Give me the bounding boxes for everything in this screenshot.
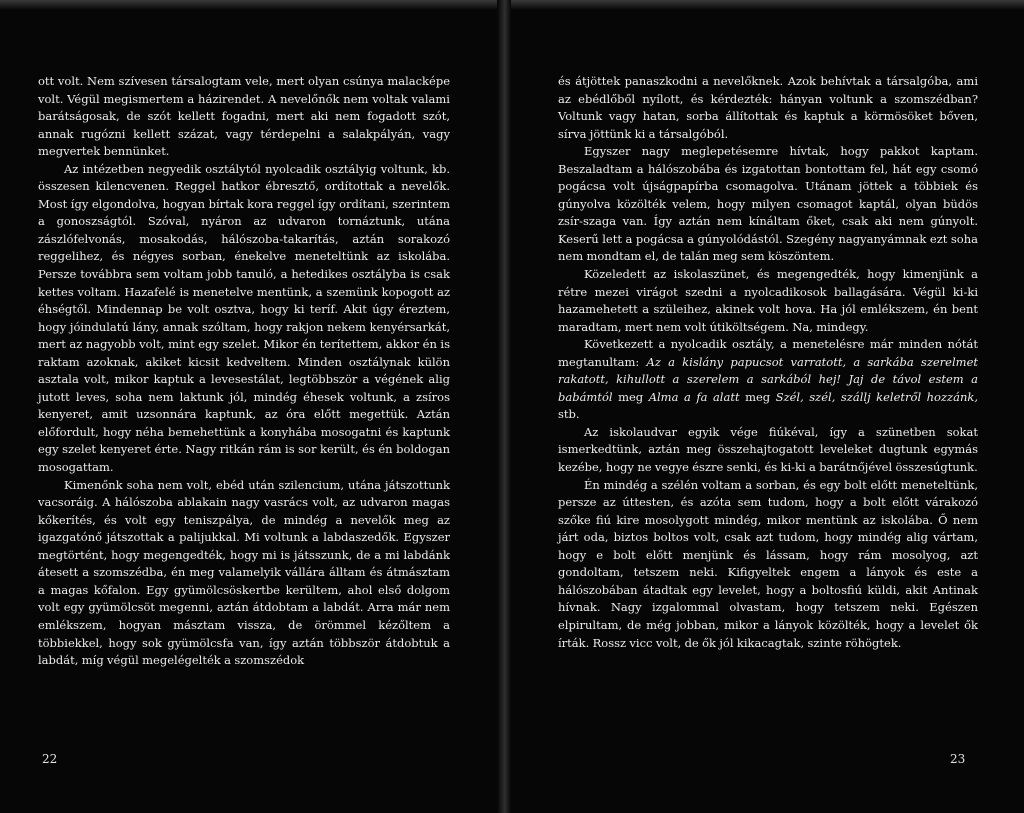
page-number: 22 <box>42 752 58 766</box>
right-page-text <box>558 73 978 652</box>
paragraph: Egyszer nagy meglepetésemre hívtak, hogy pakkot kaptam. Beszaladtam a hálószobába és izgatottan bontottam fel, hát egy csomó pogácsa volt újságpapírba csomagolva. Utánam jöttek a többiek és gúnyolva közölték velem, hogy milyen csomagot kaptál, olyan büdös zsír-szaga van. Így aztán nem kínáltam őket, csak aki nem gúnyolt. Keserű lett a pogácsa a gúnyolódástól. Szegény nagyanyámnak ezt soha nem mondtam el, de talán meg sem köszöntem. <box>558 144 978 264</box>
paragraph: Az iskolaudvar egyik vége fiúkéval, így a szünetben sokat ismerkedtünk, aztán meg összehajtogatott leveleket dugtunk egymás kezébe, hogy ne vegye észre senki, és ki-ki a barátnőjével összesúgtunk. <box>558 424 978 475</box>
etc-text: stb. <box>558 407 580 422</box>
left-page-text <box>38 73 450 670</box>
paragraph: Közeledett az iskolaszünet, és megengedték, hogy kimenjünk a rétre mezei virágot szedni a nyolcadikosok ballagására. Végül ki-ki hazamehetett a szüleihez, akinek volt hova. Ha jól emlékszem, én bent maradtam, mert nem volt útiköltségem. Na, mindegy. <box>558 267 978 334</box>
song-intro: Következett a nyolcadik osztály, a menetelésre már minden nótát megtanultam: <box>558 337 978 369</box>
conjunction: meg <box>745 389 771 404</box>
conjunction: meg <box>618 389 644 404</box>
song-title: Alma a fa alatt <box>648 389 740 404</box>
paragraph: Az intézetben negyedik osztálytól nyolcadik osztályig voltunk, kb. összesen kilencvenen. Reggel hatkor ébresztő, ordítottak a nevelők. Most így elgondolva, hogyan bírtak kora reggel így ordítani, szerintem a gonoszságtól. Szóval, nyáron az udvaron tornáztunk, utána zászlófelvonás, mosakodás, hálószoba-takarítás, aztán sorakozó reggelihez, és négyes sorban, énekelve meneteltünk az iskolába. Persze továbbra sem voltam jobb tanuló, a hetedikes osztályba is csak kettes voltam. Hazafelé is menetelve mentünk, a szemünk kopogott az éhségtől. Mindennap be volt osztva, hogy ki teríf. Akit úgy éreztem, hogy jóindulatú lány, annak szóltam, hogy rakjon nekem kenyérsarkát, mert az nagyobb volt, mint egy szelet. Mikor én terítettem, akkor én is raktam azoknak, akiket kicsit kedveltem. Minden osztálynak külön asztala volt, mikor kaptuk a levesestálat, legtöbbször a végének alig jutott leves, soha nem laktunk jól, mindég éhesek voltunk, a zsíros kenyeret, amit uzsonnára kaptunk, az óra előtt megettük. Aztán előfordult, hogy néha bemehettünk a konyhába mosogatni és kaptunk egy szelet kenyeret érte. Nagy ritkán rám is sor került, és én boldogan mosogattam. <box>38 161 450 475</box>
song-title: Szél, szél, szállj keletről hozzánk, <box>775 389 978 404</box>
left-page <box>0 0 500 813</box>
right-page <box>510 0 1024 813</box>
paragraph: Én mindég a szélén voltam a sorban, és egy bolt előtt meneteltünk, persze az úttesten, és azóta sem tudom, hogy a bolt előtt várakozó szőke fiú kire mosolygott mindég, mikor mentünk az iskolába. Ő nem járt oda, biztos boltos volt, csak azt tudom, hogy mindég alig vártam, hogy e bolt előtt menjünk és lássam, hogy rám mosolyog, azt gondoltam, tetszem neki. Kifigyeltek engem a lányok és este a hálószobában átadtak egy levelet, hogy a boltosfiú küldi, akit Antinak hívnak. Nagy izgalommal olvastam, hogy tetszem neki. Egészen elpirultam, de még jobban, mikor a lányok közölték, hogy a levelet ők írták. Rossz vicc volt, de ők jól kikacagtak, szinte röhögtek. <box>558 477 978 650</box>
song-title: Az a kislány papucsot varratott, a sarkába szerelmet rakatott, kihullott a szerelem a sarkából hej! Jaj de távol estem a babámtól <box>558 354 978 404</box>
paragraph-with-song-titles <box>558 336 978 424</box>
paragraph: Kimenőnk soha nem volt, ebéd után szilencium, utána játszottunk vacsoráig. A hálószoba ablakain nagy vasrács volt, az udvaron magas kőkerítés, és volt egy teniszpálya, de mindég a nevelők meg az igazgatónő játszottak a palijukkal. Mi voltunk a labdaszedők. Egyszer megtörtént, hogy megengedték, hogy mi is játsszunk, de a mi labdánk átesett a szomszédba, én meg valamelyik vállára álltam és átmásztam a magas kőfalon. Egy gyümölcsöskertbe kerültem, ahol első dolgom volt egy gyümölcsöt megenni, aztán átdobtam a labdát. Arra már nem emlékszem, hogyan másztam vissza, de örömmel kézőltem a többiekkel, hogy sok gyümölcsfa van, így aztán többször átdobtuk a labdát, míg végül megelégelték a szomszédok <box>38 477 450 668</box>
page-number: 23 <box>950 752 966 766</box>
paragraph: ott volt. Nem szívesen társalogtam vele, mert olyan csúnya malacképe volt. Végül megismertem a házirendet. A nevelőnők nem voltak valami barátságosak, de szót kellett fogadni, mert aki nem fogadott szót, annak rugózni kellett százat, vagy térdepelni a salakpályán, vagy megvertek bennünket. <box>38 74 450 159</box>
paragraph: és átjöttek panaszkodni a nevelőknek. Azok behívtak a társalgóba, ami az ebédlőből nyílott, és kérdezték: hányan voltunk a szomszédban? Voltunk vagy hatan, sorba állítottak és kaptuk a körmösöket bőven, sírva jöttünk ki a társalgóból. <box>558 74 978 141</box>
